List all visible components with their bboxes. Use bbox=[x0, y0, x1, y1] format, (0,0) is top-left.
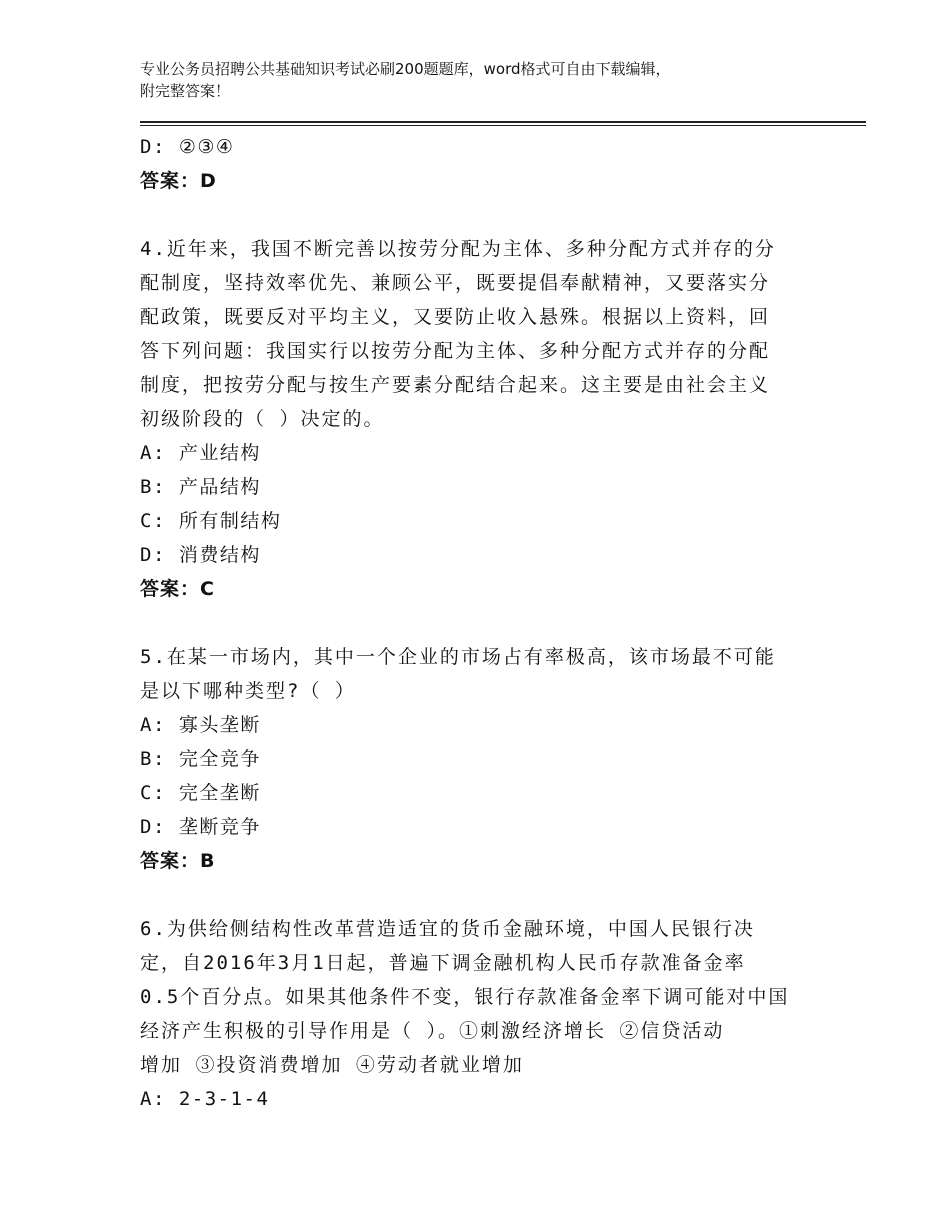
question-4-option-a: A: 产业结构 bbox=[140, 442, 261, 464]
header-line-1: 专业公务员招聘公共基础知识考试必刷200题题库，word格式可自由下载编辑， bbox=[140, 60, 671, 78]
question-5-option-c: C: 完全垄断 bbox=[140, 782, 261, 804]
question-4-line: 配制度，坚持效率优先、兼顾公平，既要提倡奉献精神，又要落实分 bbox=[140, 272, 771, 294]
question-6-line: 0.5个百分点。如果其他条件不变，银行存款准备金率下调可能对中国 bbox=[140, 986, 790, 1008]
spacer bbox=[140, 198, 805, 232]
header-divider-thin bbox=[140, 125, 866, 126]
question-5-line: 5.在某一市场内，其中一个企业的市场占有率极高，该市场最不可能 bbox=[140, 646, 776, 668]
question-6-line: 定，自2016年3月1日起，普遍下调金融机构人民币存款准备金率 bbox=[140, 952, 746, 974]
question-5-option-b: B: 完全竞争 bbox=[140, 748, 261, 770]
question-4-line: 制度，把按劳分配与按生产要素分配结合起来。这主要是由社会主义 bbox=[140, 374, 771, 396]
question-5-answer: 答案：B bbox=[140, 850, 216, 872]
prev-answer: 答案：D bbox=[140, 170, 217, 192]
prev-option-d: D: ②③④ bbox=[140, 136, 235, 158]
spacer bbox=[140, 606, 805, 640]
question-6-line: 经济产生积极的引导作用是（ ）。①刺激经济增长 ②信贷活动 bbox=[140, 1020, 725, 1042]
spacer bbox=[140, 878, 805, 912]
question-4-answer: 答案：C bbox=[140, 578, 215, 600]
page-header bbox=[140, 58, 840, 102]
question-6-line: 增加 ③投资消费增加 ④劳动者就业增加 bbox=[140, 1054, 524, 1076]
question-4-text bbox=[140, 232, 805, 436]
question-4-option-b: B: 产品结构 bbox=[140, 476, 261, 498]
question-6-line: 6.为供给侧结构性改革营造适宜的货币金融环境，中国人民银行决 bbox=[140, 918, 755, 940]
question-4-line: 4.近年来，我国不断完善以按劳分配为主体、多种分配方式并存的分 bbox=[140, 238, 776, 260]
question-6-text bbox=[140, 912, 805, 1082]
question-4-option-d: D: 消费结构 bbox=[140, 544, 261, 566]
question-5-option-a: A: 寡头垄断 bbox=[140, 714, 261, 736]
question-5-option-d: D: 垄断竞争 bbox=[140, 816, 261, 838]
question-4-line: 初级阶段的（ ）决定的。 bbox=[140, 408, 385, 430]
question-6-option-a: A: 2-3-1-4 bbox=[140, 1088, 270, 1110]
question-5-text bbox=[140, 640, 805, 708]
header-divider-thick bbox=[140, 121, 866, 123]
question-content bbox=[140, 130, 805, 1116]
question-4-option-c: C: 所有制结构 bbox=[140, 510, 282, 532]
header-line-2: 附完整答案！ bbox=[140, 82, 231, 100]
question-4-line: 配政策，既要反对平均主义，又要防止收入悬殊。根据以上资料，回 bbox=[140, 306, 771, 328]
question-4-line: 答下列问题：我国实行以按劳分配为主体、多种分配方式并存的分配 bbox=[140, 340, 771, 362]
question-5-line: 是以下哪种类型?（ ） bbox=[140, 680, 356, 702]
